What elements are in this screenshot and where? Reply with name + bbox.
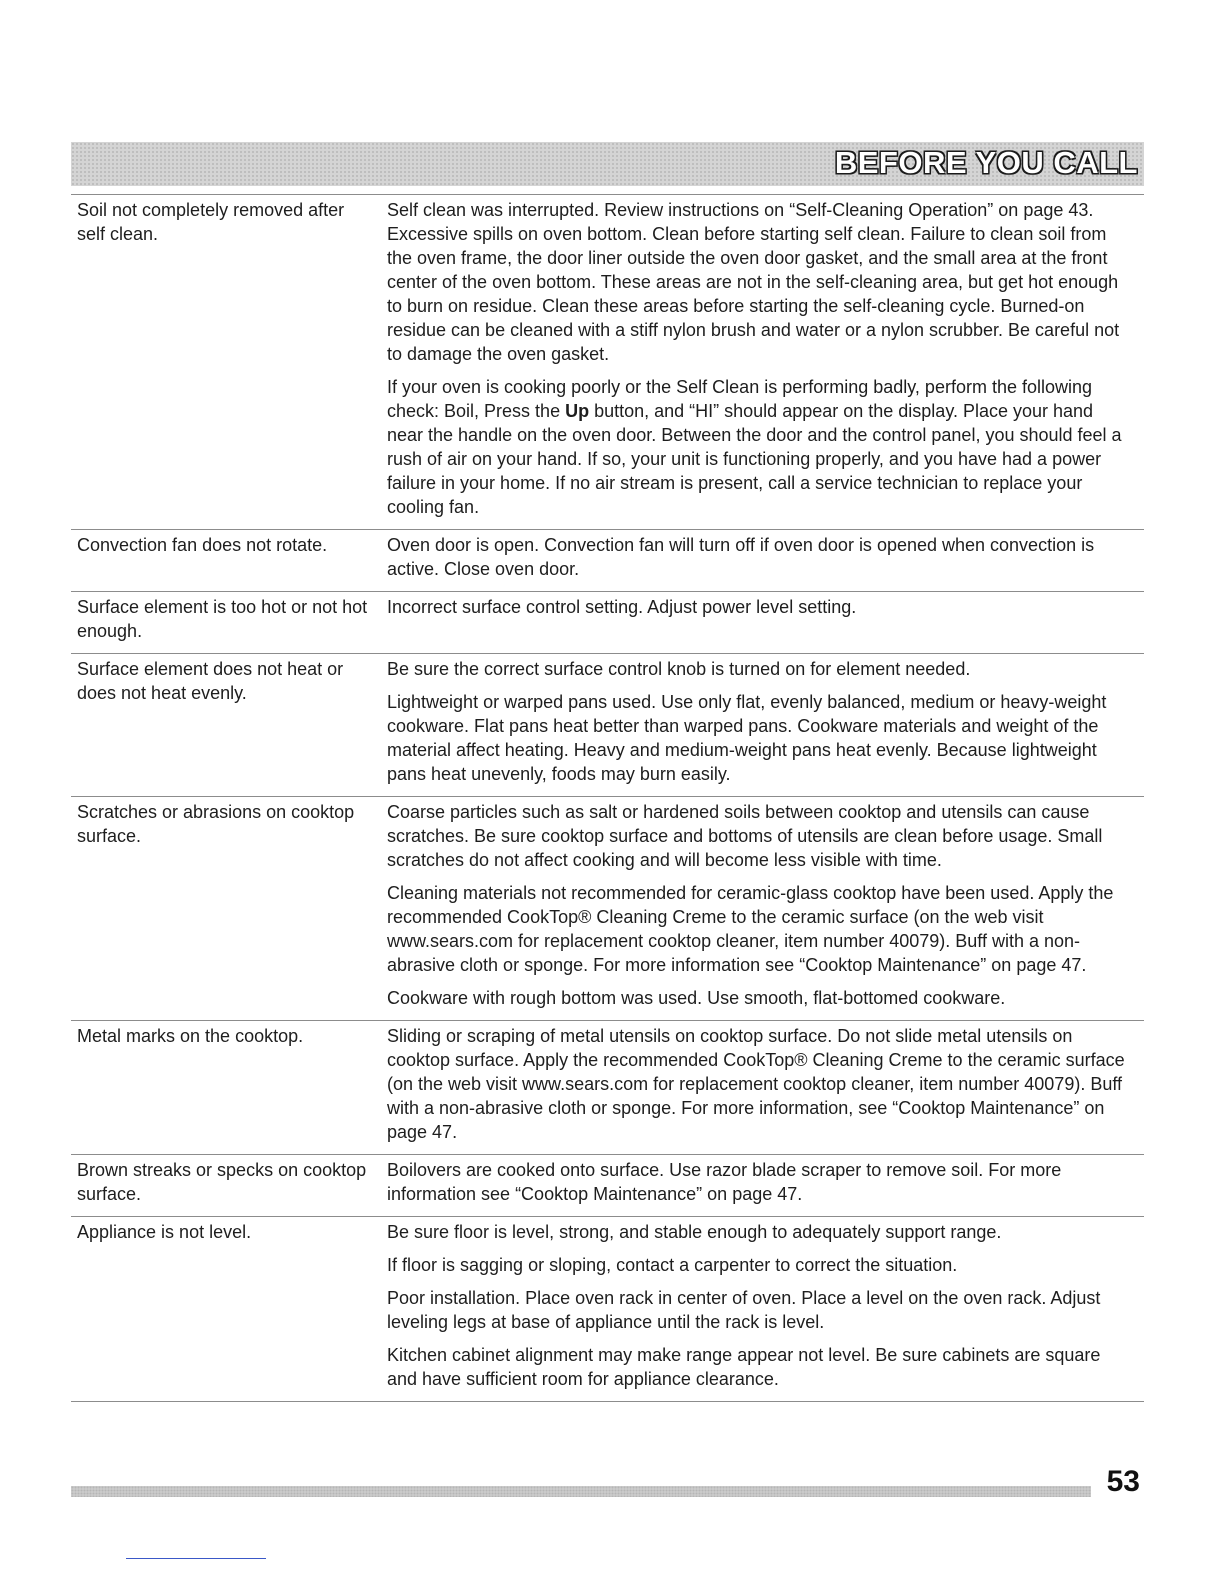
solution-text (387, 375, 1144, 519)
table-row (71, 1217, 1144, 1402)
check-text: If your oven is cooking poorly or the Self Clean is performing badly, perform the following check: Boil, Press the (387, 377, 1093, 421)
solution-text: Be sure the correct surface control knob is turned on for element needed. (387, 659, 971, 679)
table-row (71, 1155, 1144, 1217)
footer-bar (71, 1486, 1091, 1497)
table-row (71, 592, 1144, 654)
solution-text: Oven door is open. Convection fan will turn off if oven door is opened when convection is active. Close oven door. (387, 535, 1095, 579)
table-row (71, 530, 1144, 592)
problem-cell: Convection fan does not rotate. (77, 535, 328, 555)
solution-cell (381, 595, 1144, 643)
solution-cell (381, 1024, 1144, 1144)
problem-cell: Soil not completely removed after self clean. (77, 200, 345, 244)
solution-text: Kitchen cabinet alignment may make range appear not level. Be sure cabinets are square and have sufficient room for appliance clearance. (387, 1345, 1101, 1389)
problem-cell: Surface element does not heat or does not heat evenly. (77, 659, 344, 703)
problem-cell: Brown streaks or specks on cooktop surface. (77, 1160, 367, 1204)
solution-cell (381, 800, 1144, 1010)
up-button-label: Up (565, 401, 590, 421)
troubleshooting-table (71, 194, 1144, 1402)
solution-text: Poor installation. Place oven rack in center of oven. Place a level on the oven rack. Adjust leveling legs at base of appliance until the rack is level. (387, 1288, 1101, 1332)
check-text: button, and “HI” should appear on the display. Place your hand near the handle on the oven door. Between the door and the control panel, you should feel a rush of air on your hand. If so, your unit is functioning properly, and you have had a power failure in your home. If no air stream is present, call a service technician to replace your cooling fan. (387, 401, 1122, 517)
solution-cell (381, 198, 1144, 519)
solution-text: Lightweight or warped pans used. Use only flat, evenly balanced, medium or heavy-weight cookware. Flat pans heat better than warped pans. Cookware materials and weight of the material affect heating. Heavy and medium-weight pans heat evenly. Because lightweight pans heat unevenly, foods may burn easily. (387, 692, 1107, 784)
page-number: 53 (1106, 1465, 1140, 1498)
solution-text: Coarse particles such as salt or hardened soils between cooktop and utensils can cause scratches. Be sure cooktop surface and bottoms of utensils are clean before usage. Small scratches do not affect cooking and will become less visible with time. (387, 802, 1103, 870)
problem-cell: Surface element is too hot or not hot enough. (77, 597, 368, 641)
table-row (71, 1021, 1144, 1155)
solution-text: Boilovers are cooked onto surface. Use razor blade scraper to remove soil. For more information see “Cooktop Maintenance” on page 47. (387, 1160, 1062, 1204)
solution-text: If floor is sagging or sloping, contact a carpenter to correct the situation. (387, 1255, 958, 1275)
problem-cell: Appliance is not level. (77, 1222, 252, 1242)
solution-cell (381, 1158, 1144, 1206)
solution-text: Incorrect surface control setting. Adjust power level setting. (387, 597, 857, 617)
solution-text: Cleaning materials not recommended for ceramic-glass cooktop have been used. Apply the recommended CookTop® Cleaning Creme to the ceramic surface (on the web visit www.sears.com for replacement cooktop cleaner, item number 40079). Buff with a non-abrasive cloth or sponge. For more information see “Cooktop Maintenance” on page 47. (387, 883, 1114, 975)
problem-cell: Metal marks on the cooktop. (77, 1026, 304, 1046)
solution-text: Cookware with rough bottom was used. Use smooth, flat-bottomed cookware. (387, 988, 1006, 1008)
table-row (71, 654, 1144, 797)
section-title: BEFORE YOU CALL (834, 145, 1138, 180)
solution-text: Self clean was interrupted. Review instructions on “Self-Cleaning Operation” on page 43. Excessive spills on oven bottom. Clean before starting self clean. Failure to clean soil from the oven frame, the door liner outside the oven door gasket, and the small area at the front center of the oven bottom. These areas are not in the self-cleaning area, but get hot enough to burn on residue. Clean these areas before starting the self-cleaning cycle. Burned-on residue can be cleaned with a stiff nylon brush and water or a nylon scrubber. Be careful not to damage the oven gasket. (387, 200, 1120, 364)
solution-cell (381, 533, 1144, 581)
solution-cell (381, 1220, 1144, 1391)
section-header-bar (71, 142, 1144, 186)
divider-line (126, 1558, 266, 1559)
solution-cell (381, 657, 1144, 786)
solution-text: Sliding or scraping of metal utensils on cooktop surface. Do not slide metal utensils on cooktop surface. Apply the recommended CookTop® Cleaning Creme to the ceramic surface (on the web visit www.sears.com for replacement cooktop cleaner, item number 40079). Buff with a non-abrasive cloth or sponge. For more information, see “Cooktop Maintenance” on page 47. (387, 1026, 1125, 1142)
table-row (71, 195, 1144, 530)
solution-text: Be sure floor is level, strong, and stable enough to adequately support range. (387, 1222, 1002, 1242)
problem-cell: Scratches or abrasions on cooktop surface. (77, 802, 355, 846)
table-row (71, 797, 1144, 1021)
